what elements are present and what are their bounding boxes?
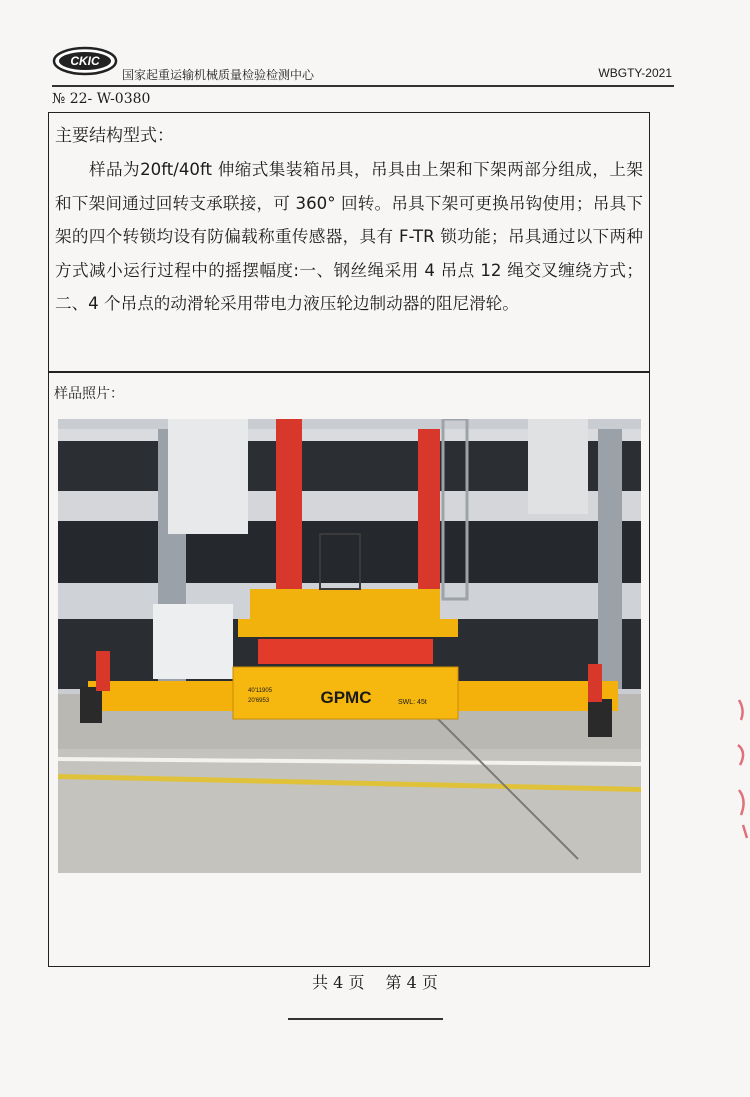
report-number: № 22- W-0380 — [52, 91, 151, 107]
page-footer — [0, 970, 750, 993]
page-header — [52, 46, 672, 86]
structure-description: 样品为20ft/40ft 伸缩式集装箱吊具，吊具由上架和下架两部分组成，上架和下架间通过回转支承联接，可 360° 回转。吊具下架可更换吊钩使用；吊具下架的四个转锁均设有防偏载称重传感器，具有 F-TR 锁功能；吊具通过以下两种方式减小运行过程中的摇摆幅度:一、钢丝绳采用 4 吊点 12 绳交叉缠绕方式；二、4 个吊点的动滑轮采用带电力液压轮边制动器的阻尼滑轮。 — [55, 160, 643, 313]
structure-title: 主要结构型式： — [55, 126, 174, 146]
ckic-logo — [52, 46, 118, 76]
organization-name: 国家起重运输机械质量检验检测中心 — [122, 68, 315, 82]
photo-label: 样品照片： — [54, 386, 124, 402]
svg-text:CKIC: CKIC — [70, 54, 100, 68]
red-stamp-edge — [735, 690, 750, 840]
total-pages: 共 4 页 — [312, 973, 365, 992]
header-rule — [52, 85, 674, 87]
current-page: 第 4 页 — [385, 973, 438, 992]
content-frame — [48, 112, 650, 967]
sample-photo — [58, 419, 641, 873]
spreader-plate-text: 40'11905 — [248, 688, 273, 694]
spreader-plate-text-2: 20'6953 — [248, 698, 270, 704]
section-divider — [49, 371, 649, 373]
footer-rule — [288, 1018, 443, 1020]
document-code: WBGTY-2021 — [598, 66, 672, 80]
swl-text: SWL: 45t — [398, 699, 427, 706]
spreader-brand-text: GPMC — [320, 688, 372, 707]
